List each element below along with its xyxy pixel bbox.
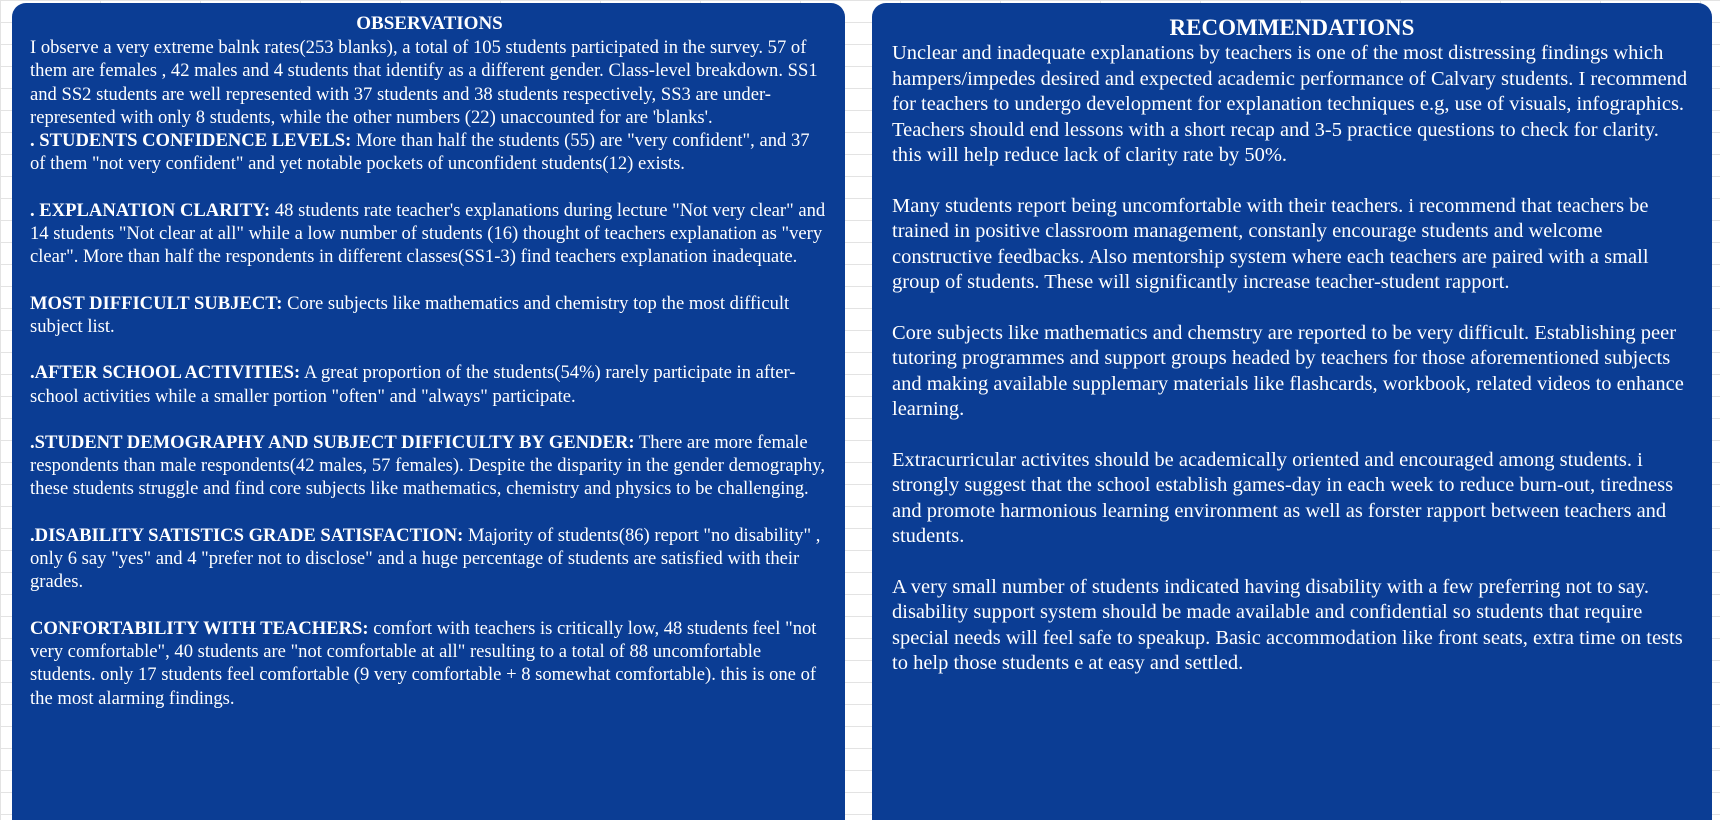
observation-after-school-activities — [30, 361, 829, 408]
observation-text: 48 students rate teacher's explanations during lecture "Not very clear" and 14 students "Not clear at all" while a low number of students (16) thought of teachers explanation as "very clear". More than half the respondents in different classes(SS1-3) find teachers explanation inadequate. — [30, 199, 826, 268]
recommendations-panel — [872, 3, 1712, 820]
recommendation-extracurricular: Extracurricular activites should be academically oriented and encouraged among students. i strongly suggest that the school establish games-day in each week to reduce burn-out, tiredness and promote harmonious learning environment as well as forster rapport between teachers and students. — [892, 448, 1674, 547]
observation-label: CONFORTABILITY WITH TEACHERS: — [30, 617, 369, 639]
observations-panel — [12, 3, 845, 820]
observation-demography-gender — [30, 431, 829, 501]
recommendation-disability-support: A very small number of students indicated having disability with a few preferring not to say. disability support system should be made available and confidential so students that require special needs will feel safe to speakup. Basic accommodation like front seats, extra time on tests to help those students e at easy and settled. — [892, 575, 1683, 674]
observations-intro: I observe a very extreme balnk rates(253 blanks), a total of 105 students participated in the survey. 57 of them are females , 42 males and 4 students that identify as a different gender. Class-level breakdown. SS1 and SS2 students are well represented with 37 students and 38 students respectively, SS3 are under-represented with only 8 students, while the other numbers (22) unaccounted for are 'blanks'. — [30, 37, 818, 128]
observation-text: comfort with teachers is critically low, 48 students feel "not very comfortable", 40 students are "not comfortable at all" resulting to a total of 88 uncomfortable students. only 17 students feel comfortable (9 very comfortable + 8 somewhat comfortable). this is one of the most alarming findings. — [30, 617, 817, 709]
observation-most-difficult-subject — [30, 292, 829, 339]
observation-text: A great proportion of the students(54%) rarely participate in after-school activities while a smaller portion "often" and "always" participate. — [30, 362, 796, 407]
observation-comfortability-with-teachers — [30, 617, 829, 710]
observation-text: Core subjects like mathematics and chemistry top the most difficult subject list. — [30, 292, 790, 337]
recommendation-teacher-comfort: Many students report being uncomfortable with their teachers. i recommend that teachers be trained in positive classroom management, constanly encourage students and welcome constructive feedbacks. Also mentorship system where each teachers are paired with a small group of students. These will significantly increase teacher-student rapport. — [892, 194, 1649, 293]
observation-label: . EXPLANATION CLARITY: — [30, 199, 271, 221]
observation-text: There are more female respondents than male respondents(42 males, 57 females). Despite the disparity in the gender demography, these students struggle and find core subjects like mathematics, chemistry and physics to be challenging. — [30, 431, 826, 500]
observations-title: OBSERVATIONS — [356, 13, 503, 34]
observation-label: MOST DIFFICULT SUBJECT: — [30, 292, 283, 314]
observation-label: .AFTER SCHOOL ACTIVITIES: — [30, 362, 301, 384]
observation-label: . STUDENTS CONFIDENCE LEVELS: — [30, 130, 352, 152]
recommendation-explanation-clarity: Unclear and inadequate explanations by teachers is one of the most distressing findings which hampers/impedes desired and expected academic performance of Calvary students. I recommend for teachers to undergo development for explanation techniques e.g, use of visuals, infographics. Teachers should end lessons with a short recap and 3-5 practice questions to check for clarity. this will help reduce lack of clarity rate by 50%. — [892, 42, 1688, 166]
observation-text: More than half the students (55) are "very confident", and 37 of them "not very confident" and yet notable pockets of unconfident students(12) exists. — [30, 130, 810, 175]
observation-text: Majority of students(86) report "no disability" , only 6 say "yes" and 4 "prefer not to disclose" and a huge percentage of students are satisfied with their grades. — [30, 524, 821, 593]
observation-disability-grade-satisfaction — [30, 524, 829, 594]
recommendation-difficult-subjects: Core subjects like mathematics and chemstry are reported to be very difficult. Establishing peer tutoring programmes and support groups headed by teachers for those aforementioned subjects and making available supplemary materials like flashcards, workbook, related videos to enhance learning. — [892, 321, 1684, 420]
observation-label: .DISABILITY SATISTICS GRADE SATISFACTION: — [30, 524, 464, 546]
observation-confidence-levels — [30, 129, 829, 176]
observation-explanation-clarity — [30, 199, 829, 269]
recommendations-title: RECOMMENDATIONS — [1169, 15, 1415, 40]
observation-label: .STUDENT DEMOGRAPHY AND SUBJECT DIFFICULTY BY GENDER: — [30, 431, 635, 453]
